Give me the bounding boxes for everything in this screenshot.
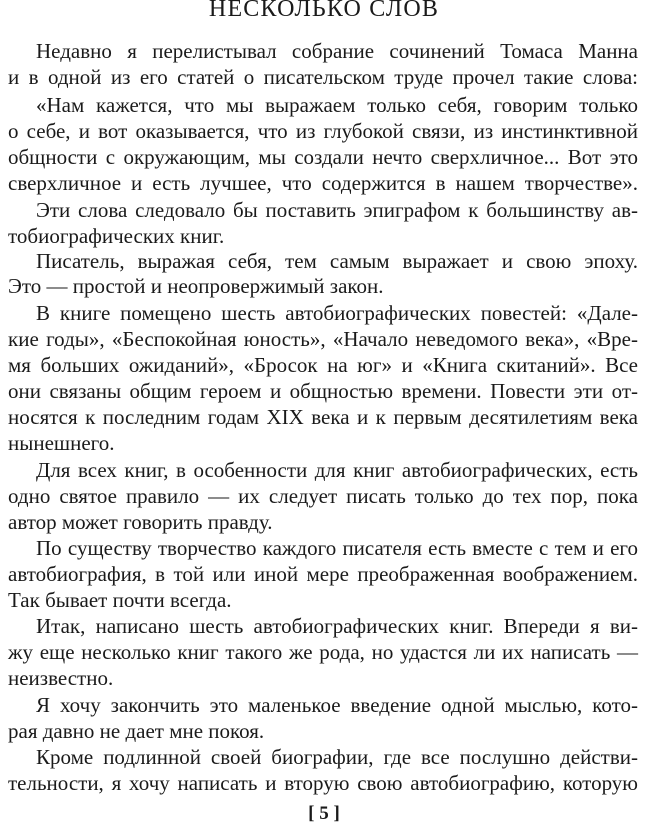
text-line: сверхличное и есть лучшее, что содержится в нашем творчестве».: [8, 171, 638, 195]
text-line: В книге помещено шесть автобиографических повестей: «Дале-: [36, 301, 638, 325]
text-line: Это — простой и неопровержимый закон.: [8, 274, 384, 298]
text-line: общности с окружающим, мы создали нечто сверхличное... Вот это: [8, 145, 638, 169]
text-line: неизвестно.: [8, 666, 114, 690]
text-line: носятся к последним годам XIX века и к первым десятилетиям века: [8, 405, 638, 429]
page-number: [ 5 ]: [308, 803, 340, 824]
text-line: Для всех книг, в особенности для книг автобиографических, есть: [36, 458, 638, 482]
text-line: «Нам кажется, что мы выражаем только себя, говорим только: [36, 93, 638, 117]
text-line: мя больших ожиданий», «Бросок на юг» и «Книга скитаний». Все: [8, 353, 638, 377]
text-line: Итак, написано шесть автобиографических книг. Впереди я ви-: [36, 614, 638, 638]
text-line: По существу творчество каждого писателя есть вместе с тем и его: [36, 536, 638, 560]
text-line: автор может говорить правду.: [8, 510, 273, 534]
text-line: о себе, и вот оказывается, что из глубокой связи, из инстинктивной: [8, 119, 638, 143]
text-line: жу еще несколько книг такого же рода, но удастся ли их написать —: [8, 640, 638, 664]
text-line: они связаны общим героем и общностью времени. Повести эти от-: [8, 379, 638, 403]
text-line: кие годы», «Беспокойная юность», «Начало неведомого века», «Вре-: [8, 327, 638, 351]
text-line: тельности, я хочу написать и вторую свою автобиографию, которую: [8, 771, 638, 795]
text-line: автобиография, в той или иной мере преображенная воображением.: [8, 562, 638, 586]
text-line: рая давно не дает мне покоя.: [8, 719, 265, 743]
page-title: НЕСКОЛЬКО СЛОВ: [208, 0, 440, 22]
text-line: Недавно я перелистывал собрание сочинений Томаса Манна: [36, 39, 638, 63]
text-line: Кроме подлинной своей биографии, где все послушно действи-: [36, 745, 638, 769]
text-line: и в одной из его статей о писательском труде прочел такие слова:: [8, 65, 638, 89]
text-line: Так бывает почти всегда.: [8, 588, 232, 612]
text-line: тобиографических книг.: [8, 224, 225, 248]
text-line: одно святое правило — их следует писать только до тех пор, пока: [8, 484, 638, 508]
text-line: Эти слова следовало бы поставить эпиграфом к большинству ав-: [36, 198, 638, 222]
text-line: Писатель, выражая себя, тем самым выражает и свою эпоху.: [36, 249, 638, 273]
text-line: Я хочу закончить это маленькое введение одной мыслью, кото-: [36, 693, 638, 717]
text-line: нынешнего.: [8, 431, 115, 455]
